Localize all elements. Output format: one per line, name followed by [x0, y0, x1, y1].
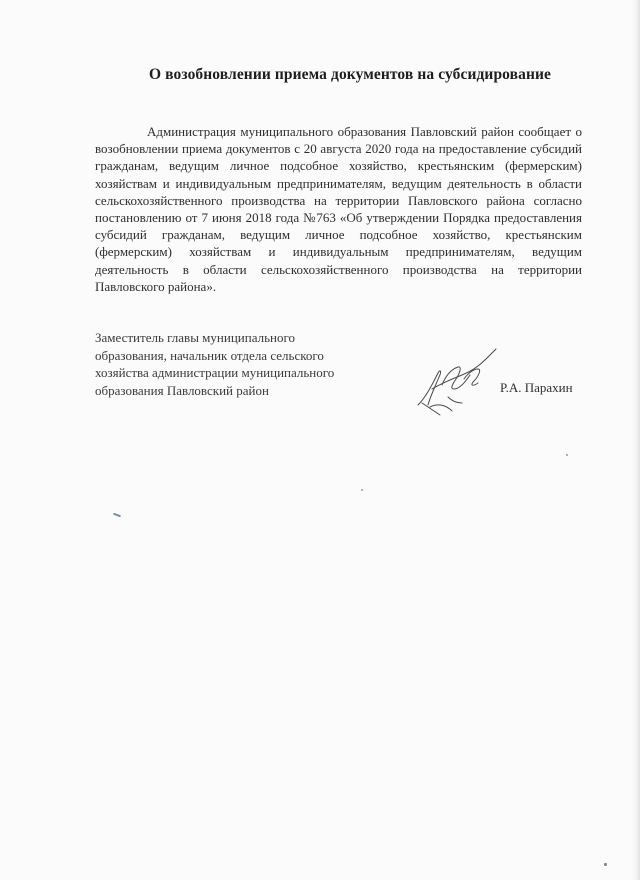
document-title: О возобновлении приема документов на субсидирование — [148, 66, 551, 83]
signer-name: Р.А. Парахин — [500, 380, 573, 395]
document-body: Администрация муниципального образования Павловский район сообщает о возобновлении приема документов с 20 августа 2020 года на предоставление субсидий гражданам, ведущим личное подсобное хозяйство, крестьянским (фермерским) хозяйствам и индивидуальным предпринимателям, ведущим деятельность в области сельскохозяйственного производства на территории Павловского района согласно постановлению от 7 июня 2018 года №763 «Об утверждении Порядка предоставления субсидий гражданам, ведущим личное подсобное хозяйство, крестьянским (фермерским) хозяйствам и индивидуальным предпринимателям, ведущим деятельность в области сельскохозяйственного производства на территории Павловского района». — [95, 124, 582, 294]
scan-artifact — [604, 863, 607, 866]
signer-position: Заместитель главы муниципального образования, начальник отдела сельского хозяйства администрации муниципального образования Павловский район — [95, 330, 335, 398]
scan-artifact — [566, 454, 568, 456]
handwritten-signature — [412, 345, 502, 417]
scan-edge-shadow — [632, 0, 640, 880]
scan-artifact — [361, 489, 363, 491]
scan-artifact — [113, 513, 121, 518]
